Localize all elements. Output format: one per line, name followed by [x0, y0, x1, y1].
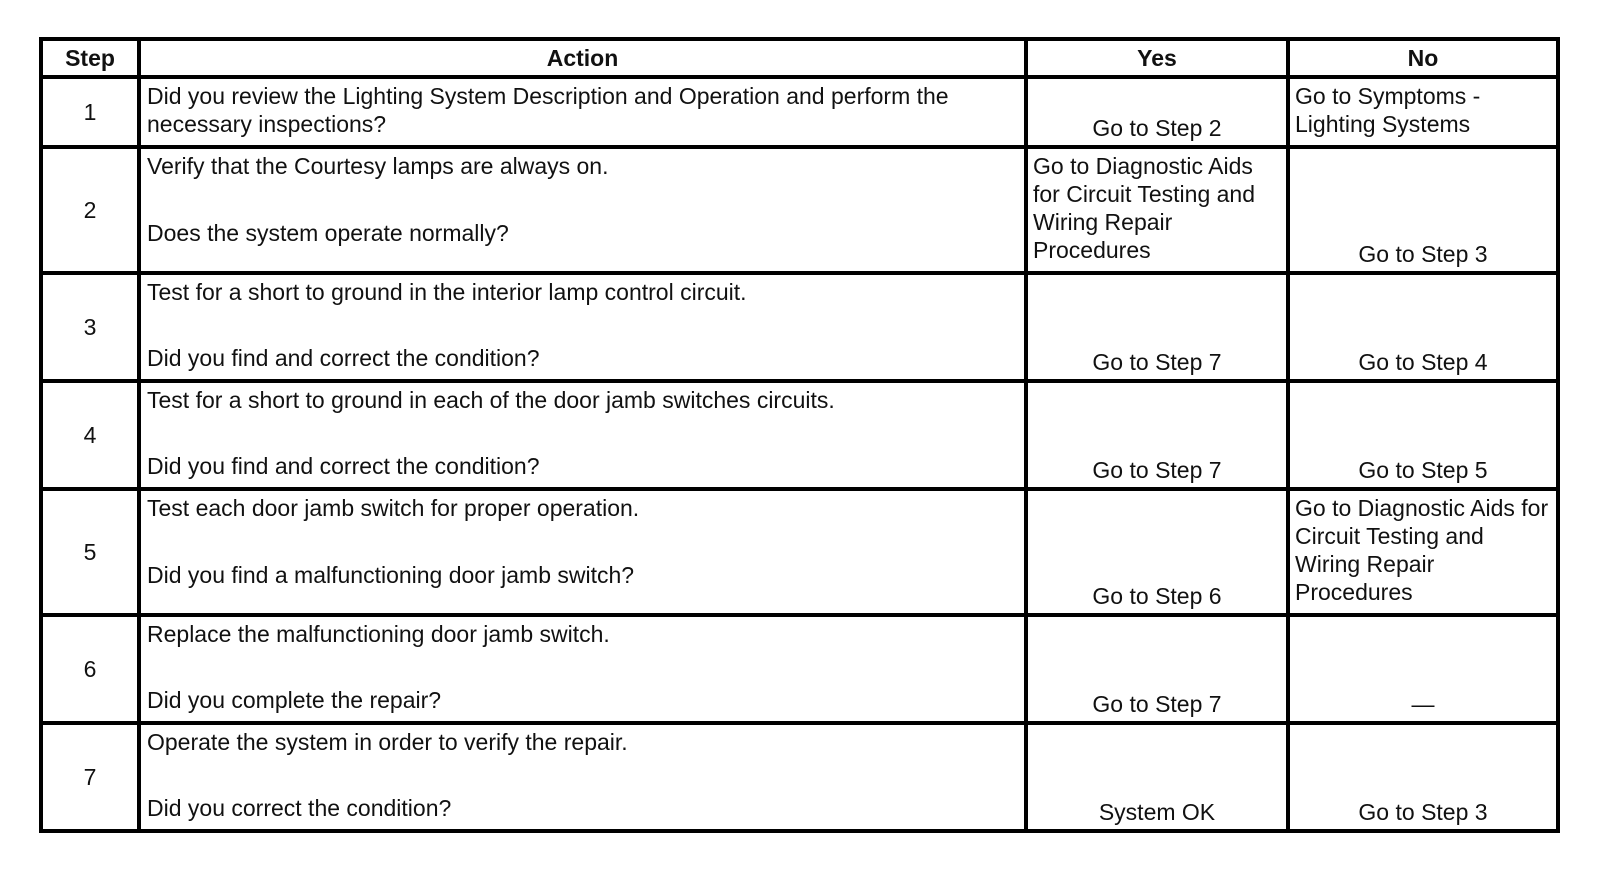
action-text: Replace the malfunctioning door jamb switch.	[147, 621, 610, 647]
table-row	[41, 273, 1558, 381]
step-number: 5	[41, 489, 139, 615]
step-number: 7	[41, 723, 139, 831]
diagnostic-table-container	[39, 37, 1560, 833]
action-question: Did you find a malfunctioning door jamb switch?	[147, 562, 635, 588]
no-cell: Go to Step 4	[1288, 273, 1558, 381]
diagnostic-table	[39, 37, 1560, 833]
action-cell	[139, 77, 1026, 147]
step-number: 3	[41, 273, 139, 381]
header-step: Step	[41, 39, 139, 77]
no-cell: Go to Symptoms - Lighting Systems	[1288, 77, 1558, 147]
header-yes: Yes	[1026, 39, 1288, 77]
step-number: 4	[41, 381, 139, 489]
no-cell: Go to Step 5	[1288, 381, 1558, 489]
table-row	[41, 489, 1558, 615]
action-text: Verify that the Courtesy lamps are always on.	[147, 153, 609, 179]
yes-cell: Go to Step 2	[1026, 77, 1288, 147]
step-number: 6	[41, 615, 139, 723]
yes-cell: System OK	[1026, 723, 1288, 831]
step-number: 1	[41, 77, 139, 147]
yes-cell: Go to Step 6	[1026, 489, 1288, 615]
action-cell	[139, 723, 1026, 831]
action-text: Operate the system in order to verify the repair.	[147, 729, 628, 755]
yes-cell: Go to Step 7	[1026, 381, 1288, 489]
no-cell: Go to Step 3	[1288, 723, 1558, 831]
action-cell	[139, 147, 1026, 273]
header-row	[41, 39, 1558, 77]
table-row	[41, 723, 1558, 831]
action-question: Does the system operate normally?	[147, 220, 509, 246]
action-question: Did you correct the condition?	[147, 795, 452, 821]
action-cell	[139, 273, 1026, 381]
yes-cell: Go to Step 7	[1026, 273, 1288, 381]
action-cell	[139, 615, 1026, 723]
action-cell	[139, 489, 1026, 615]
table-row	[41, 381, 1558, 489]
no-cell: Go to Step 3	[1288, 147, 1558, 273]
table-row	[41, 147, 1558, 273]
header-action: Action	[139, 39, 1026, 77]
header-no: No	[1288, 39, 1558, 77]
action-text: Test for a short to ground in the interior lamp control circuit.	[147, 279, 747, 305]
action-text: Did you review the Lighting System Description and Operation and perform the necessary inspections?	[147, 83, 949, 137]
table-row	[41, 615, 1558, 723]
no-cell: —	[1288, 615, 1558, 723]
action-text: Test for a short to ground in each of the door jamb switches circuits.	[147, 387, 835, 413]
no-cell: Go to Diagnostic Aids for Circuit Testing and Wiring Repair Procedures	[1288, 489, 1558, 615]
yes-cell: Go to Diagnostic Aids for Circuit Testing and Wiring Repair Procedures	[1026, 147, 1288, 273]
table-row	[41, 77, 1558, 147]
action-text: Test each door jamb switch for proper operation.	[147, 495, 640, 521]
action-cell	[139, 381, 1026, 489]
yes-cell: Go to Step 7	[1026, 615, 1288, 723]
action-question: Did you complete the repair?	[147, 687, 442, 713]
action-question: Did you find and correct the condition?	[147, 345, 540, 371]
action-question: Did you find and correct the condition?	[147, 453, 540, 479]
step-number: 2	[41, 147, 139, 273]
